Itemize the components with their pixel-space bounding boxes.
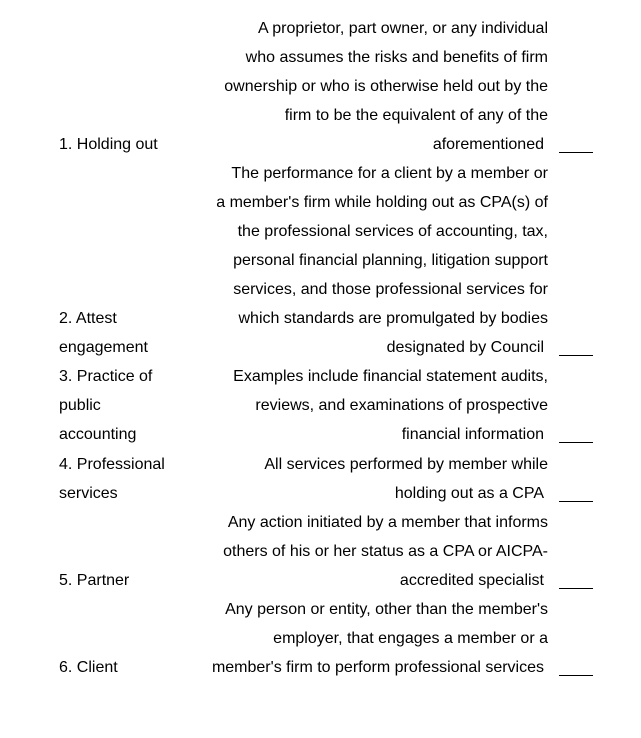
definition-d-line: holding out as a CPA [394,485,544,502]
definition-b-line: services, and those professional services for [233,281,548,298]
definition-e-line: accredited specialist [399,572,544,589]
answer-blank-d[interactable] [559,501,593,502]
term-4-professional-services-line1: 4. Professional [59,456,165,473]
term-4-professional-services-line2: services [59,485,118,502]
definition-e-line: others of his or her status as a CPA or AICPA- [223,543,548,560]
definition-f-line: Any person or entity, other than the member's [225,601,548,618]
term-1-holding-out: 1. Holding out [59,136,158,153]
term-3-practice-of-public-accounting-line1: 3. Practice of [59,368,153,385]
term-3-practice-of-public-accounting-line3: accounting [59,426,137,443]
definition-a-line: aforementioned [432,136,544,153]
answer-blank-b[interactable] [559,355,593,356]
answer-blank-c[interactable] [559,442,593,443]
definition-f-line: member's firm to perform professional services [211,659,544,676]
definition-a-line: firm to be the equivalent of any of the [284,107,548,124]
answer-blank-f[interactable] [559,675,593,676]
term-6-client: 6. Client [59,659,118,676]
definition-e-line: Any action initiated by a member that informs [227,514,548,531]
answer-blank-e[interactable] [559,588,593,589]
definition-b-line: designated by Council [386,339,544,356]
definition-c-line: reviews, and examinations of prospective [255,397,548,414]
definition-c-line: Examples include financial statement audits, [233,368,548,385]
definition-b-line: the professional services of accounting, tax, [237,223,548,240]
term-2-attest-engagement-line2: engagement [59,339,148,356]
term-3-practice-of-public-accounting-line2: public [59,397,101,414]
definition-b-line: The performance for a client by a member or [231,165,548,182]
definition-a-line: A proprietor, part owner, or any individual [258,20,548,37]
definition-b-line: personal financial planning, litigation support [233,252,548,269]
definition-a-line: who assumes the risks and benefits of firm [245,49,548,66]
definition-a-line: ownership or who is otherwise held out by the [224,78,548,95]
definition-c-line: financial information [401,426,544,443]
term-5-partner: 5. Partner [59,572,130,589]
definition-d-line: All services performed by member while [264,456,548,473]
answer-blank-a[interactable] [559,152,593,153]
term-2-attest-engagement-line1: 2. Attest [59,310,117,327]
definition-b-line: a member's firm while holding out as CPA(s) of [216,194,548,211]
definition-f-line: employer, that engages a member or a [273,630,548,647]
definition-b-line: which standards are promulgated by bodies [238,310,548,327]
